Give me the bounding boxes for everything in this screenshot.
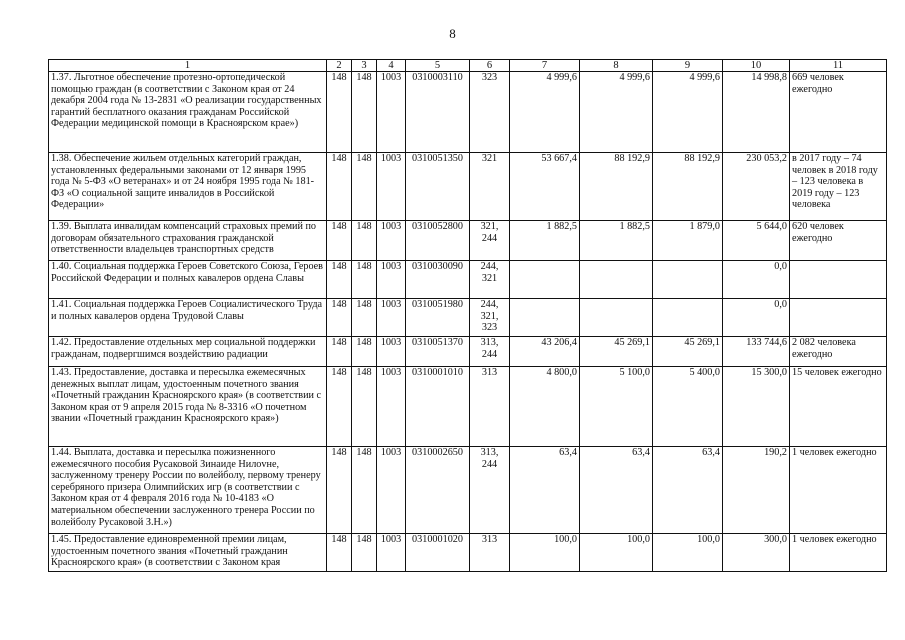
col-10-amount: 0,0 bbox=[723, 299, 790, 337]
col-3-value: 148 bbox=[352, 337, 377, 367]
col-2-value: 148 bbox=[327, 221, 352, 261]
col-9-amount: 45 269,1 bbox=[653, 337, 723, 367]
col-11-note bbox=[790, 261, 887, 299]
col-11-note: 1 человек ежегодно bbox=[790, 447, 887, 534]
col-11-note: 669 человек ежегодно bbox=[790, 72, 887, 153]
col-3-value: 148 bbox=[352, 221, 377, 261]
row-description: 1.38. Обеспечение жильем отдельных категорий граждан, установленных федеральными законами от 12 января 1995 года № 5-ФЗ «О ветеранах» и от 24 ноября 1995 года № 181-ФЗ «О социальной защите инвалидов в Российской Федерации» bbox=[49, 153, 327, 221]
col-2-value: 148 bbox=[327, 261, 352, 299]
header-cell: 8 bbox=[580, 60, 653, 72]
col-2-value: 148 bbox=[327, 447, 352, 534]
row-description: 1.44. Выплата, доставка и пересылка пожизненного ежемесячного пособия Русаковой Зинаиде Нилovне, заслуженному тренеру России по волейболу, первому тренеру серебряного призера Олимпийских игр (в соответствии с Законом края от 4 февраля 2016 года № 10-4183 «О материальном обеспечении заслуженного тренера России по волейболу Русаковой З.Н.») bbox=[49, 447, 327, 534]
page-number: 8 bbox=[449, 26, 456, 41]
col-10-amount: 0,0 bbox=[723, 261, 790, 299]
col-8-amount: 100,0 bbox=[580, 534, 653, 572]
col-11-note: в 2017 году – 74 человек в 2018 году – 123 человека в 2019 году – 123 человека bbox=[790, 153, 887, 221]
col-7-amount: 43 206,4 bbox=[510, 337, 580, 367]
col-8-amount: 4 999,6 bbox=[580, 72, 653, 153]
col-2-value: 148 bbox=[327, 367, 352, 447]
col-7-amount: 100,0 bbox=[510, 534, 580, 572]
col-6-code: 313, 244 bbox=[470, 337, 510, 367]
header-row bbox=[49, 60, 887, 72]
col-4-value: 1003 bbox=[377, 221, 406, 261]
table-row bbox=[49, 337, 887, 367]
col-5-code: 0310051980 bbox=[406, 299, 470, 337]
col-4-value: 1003 bbox=[377, 447, 406, 534]
col-8-amount: 5 100,0 bbox=[580, 367, 653, 447]
col-7-amount bbox=[510, 261, 580, 299]
col-6-code: 323 bbox=[470, 72, 510, 153]
row-description: 1.39. Выплата инвалидам компенсаций страховых премий по договорам обязательного страхования гражданской ответственности владельцев транспортных средств bbox=[49, 221, 327, 261]
col-3-value: 148 bbox=[352, 153, 377, 221]
header-cell: 10 bbox=[723, 60, 790, 72]
col-10-amount: 14 998,8 bbox=[723, 72, 790, 153]
col-11-note: 620 человек ежегодно bbox=[790, 221, 887, 261]
col-9-amount: 100,0 bbox=[653, 534, 723, 572]
col-9-amount: 5 400,0 bbox=[653, 367, 723, 447]
row-description: 1.45. Предоставление единовременной премии лицам, удостоенным почетного звания «Почетный гражданин Красноярского края» (в соответствии с Законом края bbox=[49, 534, 327, 572]
col-8-amount: 45 269,1 bbox=[580, 337, 653, 367]
budget-table bbox=[48, 59, 887, 572]
header-cell: 9 bbox=[653, 60, 723, 72]
col-6-code: 321 bbox=[470, 153, 510, 221]
col-6-code: 313, 244 bbox=[470, 447, 510, 534]
col-7-amount: 53 667,4 bbox=[510, 153, 580, 221]
col-5-code: 0310002650 bbox=[406, 447, 470, 534]
col-3-value: 148 bbox=[352, 447, 377, 534]
col-6-code: 313 bbox=[470, 534, 510, 572]
col-6-code: 313 bbox=[470, 367, 510, 447]
col-8-amount: 1 882,5 bbox=[580, 221, 653, 261]
table-row bbox=[49, 367, 887, 447]
col-7-amount bbox=[510, 299, 580, 337]
col-2-value: 148 bbox=[327, 72, 352, 153]
col-3-value: 148 bbox=[352, 534, 377, 572]
col-5-code: 0310001010 bbox=[406, 367, 470, 447]
col-5-code: 0310030090 bbox=[406, 261, 470, 299]
table-row bbox=[49, 153, 887, 221]
col-7-amount: 63,4 bbox=[510, 447, 580, 534]
row-description: 1.40. Социальная поддержка Героев Советского Союза, Героев Российской Федерации и полных кавалеров ордена Славы bbox=[49, 261, 327, 299]
col-7-amount: 1 882,5 bbox=[510, 221, 580, 261]
col-9-amount bbox=[653, 299, 723, 337]
col-4-value: 1003 bbox=[377, 261, 406, 299]
col-8-amount: 63,4 bbox=[580, 447, 653, 534]
header-cell: 1 bbox=[49, 60, 327, 72]
col-4-value: 1003 bbox=[377, 534, 406, 572]
col-8-amount bbox=[580, 261, 653, 299]
header-cell: 2 bbox=[327, 60, 352, 72]
col-2-value: 148 bbox=[327, 337, 352, 367]
row-description: 1.41. Социальная поддержка Героев Социалистического Труда и полных кавалеров ордена Трудовой Славы bbox=[49, 299, 327, 337]
col-10-amount: 5 644,0 bbox=[723, 221, 790, 261]
header-cell: 3 bbox=[352, 60, 377, 72]
table-row bbox=[49, 447, 887, 534]
col-9-amount bbox=[653, 261, 723, 299]
col-9-amount: 88 192,9 bbox=[653, 153, 723, 221]
col-3-value: 148 bbox=[352, 261, 377, 299]
table-row bbox=[49, 221, 887, 261]
col-11-note: 2 082 человека ежегодно bbox=[790, 337, 887, 367]
col-5-code: 0310051350 bbox=[406, 153, 470, 221]
col-6-code: 244, 321 bbox=[470, 261, 510, 299]
table-row bbox=[49, 299, 887, 337]
col-6-code: 244, 321, 323 bbox=[470, 299, 510, 337]
col-10-amount: 133 744,6 bbox=[723, 337, 790, 367]
col-10-amount: 190,2 bbox=[723, 447, 790, 534]
col-4-value: 1003 bbox=[377, 337, 406, 367]
table-row bbox=[49, 534, 887, 572]
row-description: 1.43. Предоставление, доставка и пересылка ежемесячных денежных выплат лицам, удостоенным почетного звания «Почетный гражданин Красноярского края» (в соответствии с Законом края от 9 апреля 2015 года № 8-3316 «О почетном звании «Почетный гражданин Красноярского края») bbox=[49, 367, 327, 447]
col-10-amount: 300,0 bbox=[723, 534, 790, 572]
header-cell: 5 bbox=[406, 60, 470, 72]
row-description: 1.37. Льготное обеспечение протезно-ортопедической помощью граждан (в соответствии с Законом края от 24 декабря 2004 года № 13-2831 «О реализации государственных гарантий бесплатного оказания гражданам Российской Федерации медицинской помощи в Красноярском крае») bbox=[49, 72, 327, 153]
header-cell: 4 bbox=[377, 60, 406, 72]
col-2-value: 148 bbox=[327, 153, 352, 221]
col-6-code: 321, 244 bbox=[470, 221, 510, 261]
header-cell: 11 bbox=[790, 60, 887, 72]
col-5-code: 0310052800 bbox=[406, 221, 470, 261]
table-row bbox=[49, 72, 887, 153]
col-5-code: 0310003110 bbox=[406, 72, 470, 153]
col-3-value: 148 bbox=[352, 367, 377, 447]
col-8-amount bbox=[580, 299, 653, 337]
col-11-note: 1 человек ежегодно bbox=[790, 534, 887, 572]
col-11-note bbox=[790, 299, 887, 337]
col-3-value: 148 bbox=[352, 299, 377, 337]
col-2-value: 148 bbox=[327, 534, 352, 572]
col-7-amount: 4 999,6 bbox=[510, 72, 580, 153]
header-cell: 7 bbox=[510, 60, 580, 72]
col-8-amount: 88 192,9 bbox=[580, 153, 653, 221]
col-7-amount: 4 800,0 bbox=[510, 367, 580, 447]
col-9-amount: 4 999,6 bbox=[653, 72, 723, 153]
col-4-value: 1003 bbox=[377, 72, 406, 153]
col-4-value: 1003 bbox=[377, 153, 406, 221]
row-description: 1.42. Предоставление отдельных мер социальной поддержки гражданам, подвергшимся воздействию радиации bbox=[49, 337, 327, 367]
table-row bbox=[49, 261, 887, 299]
col-11-note: 15 человек ежегодно bbox=[790, 367, 887, 447]
col-4-value: 1003 bbox=[377, 367, 406, 447]
col-3-value: 148 bbox=[352, 72, 377, 153]
col-4-value: 1003 bbox=[377, 299, 406, 337]
col-5-code: 0310051370 bbox=[406, 337, 470, 367]
col-9-amount: 1 879,0 bbox=[653, 221, 723, 261]
col-10-amount: 230 053,2 bbox=[723, 153, 790, 221]
col-10-amount: 15 300,0 bbox=[723, 367, 790, 447]
col-5-code: 0310001020 bbox=[406, 534, 470, 572]
header-cell: 6 bbox=[470, 60, 510, 72]
col-9-amount: 63,4 bbox=[653, 447, 723, 534]
col-2-value: 148 bbox=[327, 299, 352, 337]
